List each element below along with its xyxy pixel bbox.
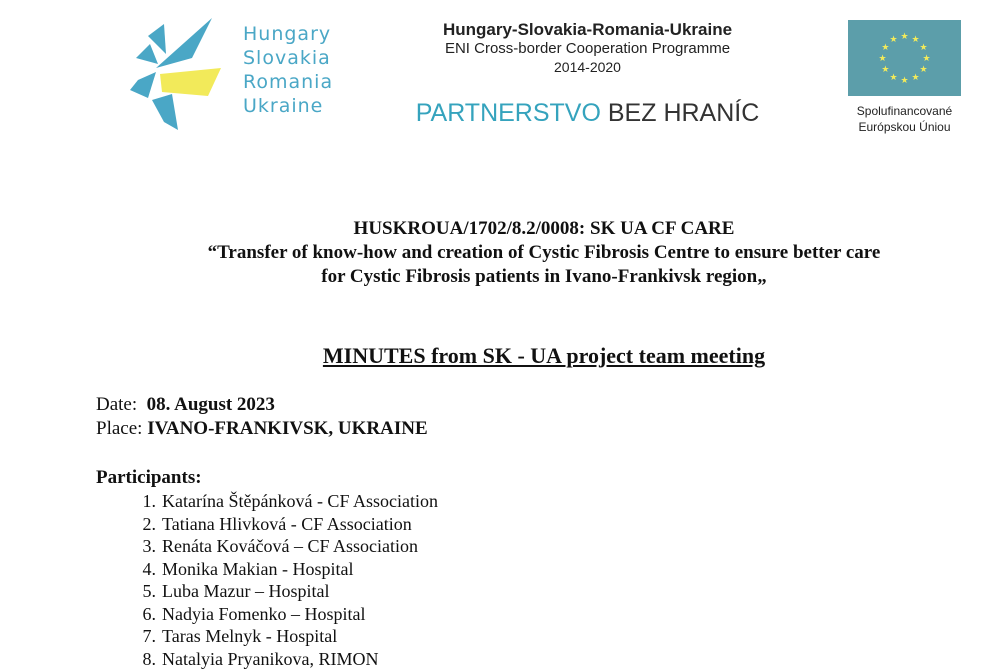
project-title-line-2: for Cystic Fibrosis patients in Ivano-Frankivsk region„ (100, 265, 988, 289)
project-title-block (100, 217, 988, 289)
list-item-number: 4. (96, 558, 162, 581)
list-item-number: 5. (96, 580, 162, 603)
list-item-number: 8. (96, 648, 162, 670)
list-item-text: Katarína Štěpánková - CF Association (162, 491, 438, 511)
list-item-text: Taras Melnyk - Hospital (162, 626, 337, 646)
place-value: IVANO-FRANKIVSK, UKRAINE (147, 418, 427, 439)
logo-word: Ukraine (243, 94, 333, 118)
project-title-line-1: “Transfer of know-how and creation of Cystic Fibrosis Centre to ensure better care (100, 241, 988, 265)
list-item-text: Natalyia Pryanikova, RIMON (162, 649, 378, 669)
eu-star-icon: ★ (889, 72, 897, 82)
list-item (96, 558, 438, 581)
list-item-text: Tatiana Hlivková - CF Association (162, 514, 412, 534)
list-item (96, 625, 438, 648)
programme-title: Hungary-Slovakia-Romania-Ukraine (400, 20, 775, 40)
programme-title-block (400, 20, 775, 76)
list-item-number: 3. (96, 535, 162, 558)
hsru-programme-logo (126, 18, 221, 130)
date-label: Date: (96, 394, 137, 415)
date-value: 08. August 2023 (147, 394, 275, 415)
date-row (96, 393, 428, 417)
participants-list (96, 490, 438, 670)
programme-years: 2014-2020 (400, 58, 775, 76)
slogan-part-1: PARTNERSTVO (416, 99, 608, 127)
list-item-number: 1. (96, 490, 162, 513)
list-item-text: Monika Makian - Hospital (162, 559, 353, 579)
eu-caption-line-2: Európskou Úniou (834, 119, 975, 135)
eu-star-icon: ★ (920, 64, 928, 74)
eu-star-icon: ★ (889, 34, 897, 44)
eu-funding-caption (834, 103, 975, 135)
list-item-number: 2. (96, 513, 162, 536)
logo-word: Hungary (243, 22, 333, 46)
list-item (96, 490, 438, 513)
place-label: Place: (96, 418, 142, 439)
logo-word: Romania (243, 70, 333, 94)
meeting-meta (96, 393, 428, 441)
place-row (96, 417, 428, 441)
document-heading-text: MINUTES from SK - UA project team meeting (323, 343, 765, 368)
participants-title: Participants: (96, 466, 202, 490)
list-item-text: Renáta Kováčová – CF Association (162, 536, 418, 556)
list-item-number: 6. (96, 603, 162, 626)
eu-flag-icon (848, 20, 961, 96)
project-code: HUSKROUA/1702/8.2/0008: SK UA CF CARE (100, 217, 988, 241)
slogan (400, 98, 775, 128)
eu-star-icon: ★ (911, 34, 919, 44)
list-item (96, 603, 438, 626)
eu-star-icon: ★ (878, 53, 886, 63)
list-item (96, 535, 438, 558)
list-item (96, 648, 438, 670)
list-item-number: 7. (96, 625, 162, 648)
logo-wordmark (243, 22, 333, 118)
eu-star-icon: ★ (920, 42, 928, 52)
eu-star-icon: ★ (881, 42, 889, 52)
eu-caption-line-1: Spolufinancované (834, 103, 975, 119)
list-item-text: Luba Mazur – Hospital (162, 581, 329, 601)
list-item-text: Nadyia Fomenko – Hospital (162, 604, 365, 624)
list-item (96, 580, 438, 603)
eu-star-icon: ★ (911, 72, 919, 82)
slogan-part-2: BEZ HRANÍC (608, 99, 759, 127)
programme-subtitle: ENI Cross-border Cooperation Programme (400, 40, 775, 58)
eu-star-icon: ★ (881, 64, 889, 74)
eu-star-icon: ★ (900, 31, 908, 41)
logo-word: Slovakia (243, 46, 333, 70)
list-item (96, 513, 438, 536)
eu-star-icon: ★ (922, 53, 930, 63)
document-heading (100, 342, 988, 370)
eu-star-icon: ★ (900, 75, 908, 85)
